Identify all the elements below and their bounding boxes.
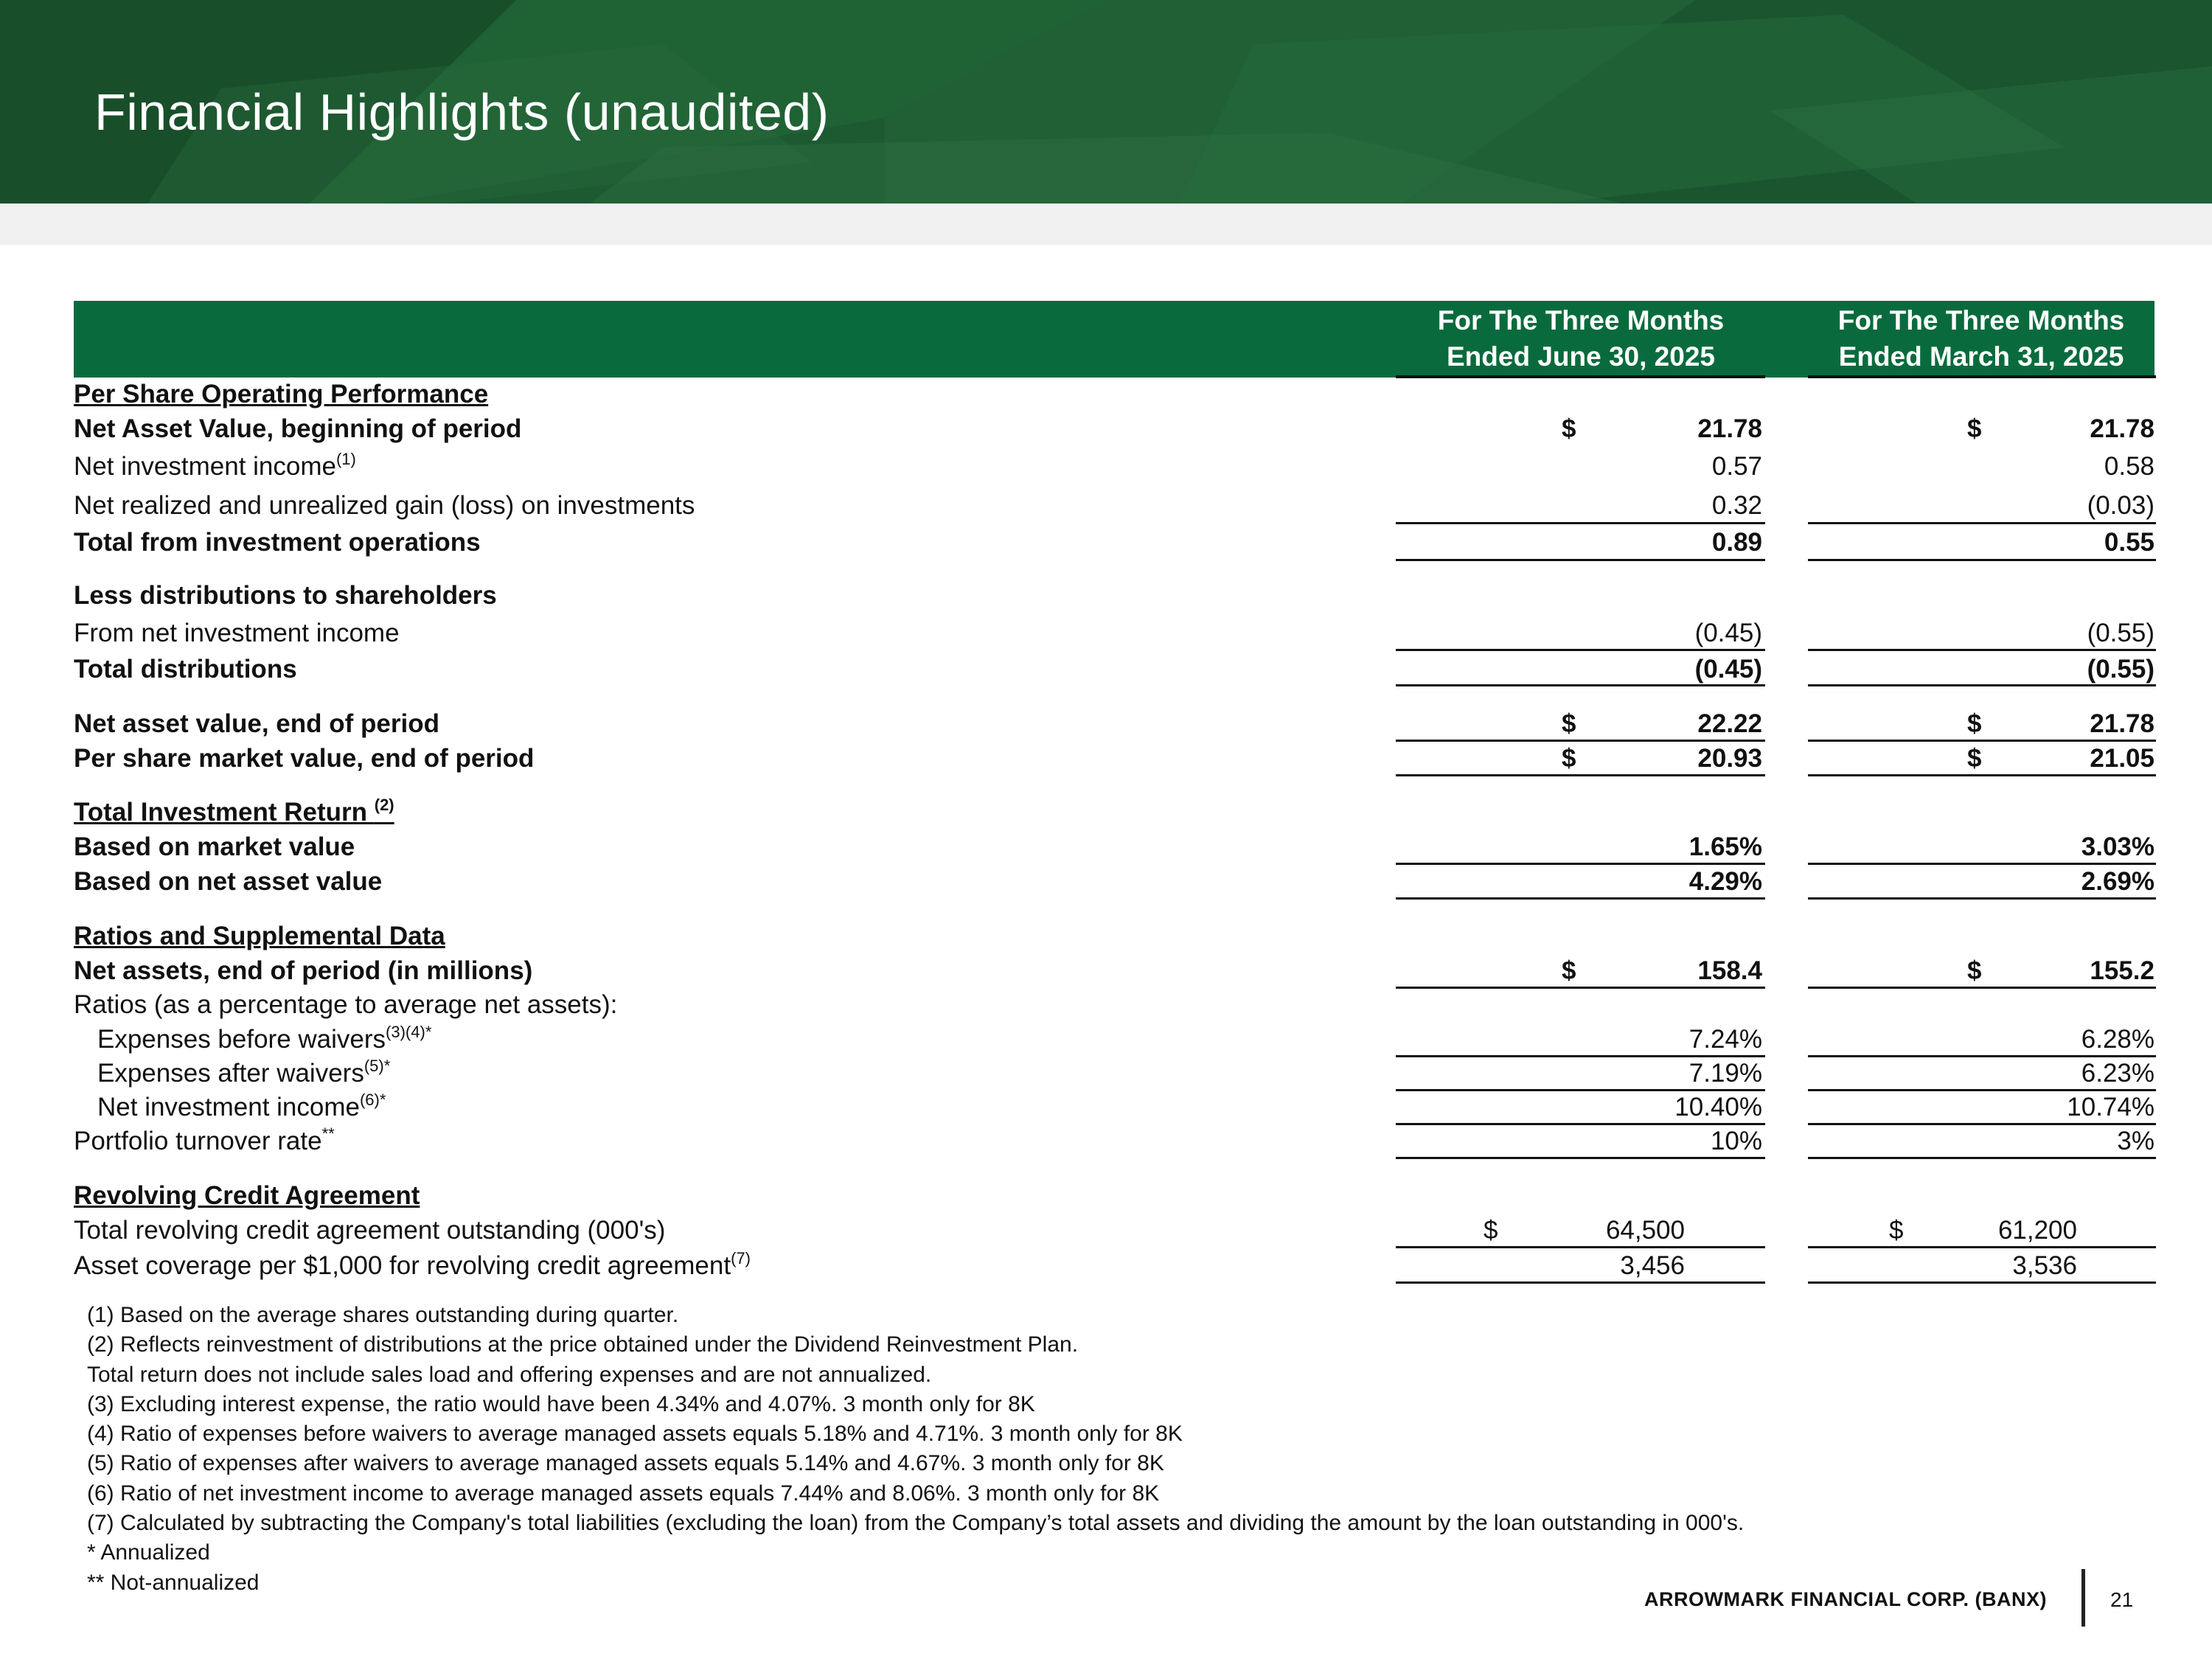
row-rule xyxy=(1808,559,2156,561)
value-march: 6.28% xyxy=(2081,1025,2154,1054)
footnote-ref: (2) xyxy=(374,796,394,814)
row-rule xyxy=(1808,684,2156,686)
label-text: Asset coverage per $1,000 for revolving credit agreement xyxy=(74,1251,731,1280)
value-june: (0.45) xyxy=(1694,619,1762,647)
value-june: 158.4 xyxy=(1697,956,1762,985)
row-net-assets-label: Net assets, end of period (in millions) xyxy=(74,956,533,985)
value-march: 21.78 xyxy=(2090,414,2154,443)
value-june: 21.78 xyxy=(1697,414,1762,443)
currency-symbol: $ xyxy=(1562,744,1576,773)
value-march: 2.69% xyxy=(2081,867,2154,896)
value-march: 0.58 xyxy=(2104,452,2154,481)
footnote-ref: ** xyxy=(321,1124,335,1143)
column-header-june xyxy=(1397,302,1765,375)
row-rule xyxy=(1396,522,1765,524)
value-june: 0.57 xyxy=(1711,452,1762,481)
header-banner xyxy=(0,0,2212,204)
footnote-ref: (5)* xyxy=(364,1057,391,1075)
page-title: Financial Highlights (unaudited) xyxy=(94,83,830,141)
currency-symbol: $ xyxy=(1562,956,1576,985)
row-rule xyxy=(1808,897,2156,900)
row-nii-label xyxy=(74,451,356,483)
footnote: Total return does not include sales load and offering expenses and are not annualized. xyxy=(87,1362,932,1387)
label-text: Expenses before waivers xyxy=(97,1025,386,1054)
row-rule xyxy=(1808,649,2156,651)
column-header-line: Ended March 31, 2025 xyxy=(1838,341,2124,372)
row-rule xyxy=(1396,987,1765,989)
footnote: (1) Based on the average shares outstanding during quarter. xyxy=(87,1303,679,1327)
footnote: (4) Ratio of expenses before waivers to average managed assets equals 5.18% and 4.71%. 3 month only for 8K xyxy=(87,1422,1183,1447)
footnote: ** Not-annualized xyxy=(87,1570,260,1595)
footnote: (2) Reflects reinvestment of distributions at the price obtained under the Dividend Reinvestment Plan. xyxy=(87,1332,1079,1357)
row-less-dist-label: Less distributions to shareholders xyxy=(74,581,497,610)
value-june: 64,500 xyxy=(1605,1216,1685,1245)
value-march: 155.2 xyxy=(2090,956,2154,985)
row-turnover-label xyxy=(74,1125,335,1158)
row-rule xyxy=(1808,987,2156,989)
footnote-ref: (3)(4)* xyxy=(386,1023,432,1041)
section-total-return xyxy=(74,796,394,829)
section-ratios: Ratios and Supplemental Data xyxy=(74,922,445,950)
row-rule xyxy=(1396,774,1765,776)
row-rule xyxy=(1808,522,2156,524)
footnote-ref: (7) xyxy=(731,1249,751,1267)
label-text: Net investment income xyxy=(97,1093,360,1121)
label-text: Net investment income xyxy=(74,452,336,481)
section-per-share: Per Share Operating Performance xyxy=(74,380,489,408)
header-underline xyxy=(1808,375,2156,378)
section-label: Total Investment Return xyxy=(74,798,368,827)
footnote: (7) Calculated by subtracting the Company's total liabilities (excluding the loan) from the Company’s total assets and dividing the amount by the loan outstanding in 000's. xyxy=(87,1511,1745,1536)
value-march: (0.03) xyxy=(2087,491,2154,520)
value-march: (0.55) xyxy=(2087,619,2154,647)
value-june: 7.19% xyxy=(1688,1059,1762,1088)
label-text: Portfolio turnover rate xyxy=(74,1127,322,1155)
row-rule xyxy=(1808,1157,2156,1159)
row-rule xyxy=(1396,1157,1765,1159)
value-june: 22.22 xyxy=(1697,709,1762,738)
row-rule xyxy=(1808,1281,2156,1284)
row-nav-begin-label: Net Asset Value, beginning of period xyxy=(74,414,522,443)
value-march: 61,200 xyxy=(1997,1216,2077,1245)
row-exp-after-label xyxy=(97,1057,390,1090)
value-june: 7.24% xyxy=(1688,1025,1762,1054)
section-credit: Revolving Credit Agreement xyxy=(74,1181,420,1210)
footnote-ref: (6)* xyxy=(359,1091,386,1109)
row-market-return-label: Based on market value xyxy=(74,832,355,861)
row-rule xyxy=(1808,774,2156,776)
page-number: 21 xyxy=(2110,1588,2134,1611)
value-june: (0.45) xyxy=(1694,655,1762,684)
footnote-ref: (1) xyxy=(335,450,356,468)
row-total-dist-label: Total distributions xyxy=(74,655,297,684)
currency-symbol: $ xyxy=(1562,414,1576,443)
row-rule xyxy=(1396,684,1765,686)
currency-symbol: $ xyxy=(1484,1216,1498,1245)
row-rule xyxy=(1396,1281,1765,1284)
row-rule xyxy=(1396,559,1765,561)
value-march: 0.55 xyxy=(2104,528,2154,557)
value-june: 10.40% xyxy=(1674,1093,1762,1121)
footnote: (3) Excluding interest expense, the ratio would have been 4.34% and 4.07%. 3 month only for 8K xyxy=(87,1391,1035,1416)
column-header-march xyxy=(1808,302,2154,375)
row-total-ops-label: Total from investment operations xyxy=(74,528,481,557)
value-june: 0.89 xyxy=(1711,528,1762,557)
value-march: 10.74% xyxy=(2067,1093,2154,1121)
value-march: 3,536 xyxy=(2012,1251,2077,1280)
currency-symbol: $ xyxy=(1967,709,1982,738)
label-text: Expenses after waivers xyxy=(97,1059,364,1088)
currency-symbol: $ xyxy=(1967,744,1982,773)
column-header-line: Ended June 30, 2025 xyxy=(1446,341,1715,372)
header-strip xyxy=(0,204,2212,245)
column-header-line: For The Three Months xyxy=(1837,305,2125,335)
currency-symbol: $ xyxy=(1967,956,1982,985)
value-march: 21.78 xyxy=(2090,709,2154,738)
row-nav-end-label: Net asset value, end of period xyxy=(74,709,439,738)
footnote: (6) Ratio of net investment income to average managed assets equals 7.44% and 8.06%. 3 month only for 8K xyxy=(87,1481,1160,1506)
currency-symbol: $ xyxy=(1562,709,1576,738)
row-rule xyxy=(1808,863,2156,865)
row-market-end-label: Per share market value, end of period xyxy=(74,744,535,773)
row-coverage-label xyxy=(74,1250,751,1282)
value-june: 10% xyxy=(1710,1127,1762,1155)
row-nav-return-label: Based on net asset value xyxy=(74,867,383,896)
row-ratios-heading: Ratios (as a percentage to average net assets): xyxy=(74,990,618,1019)
row-rule xyxy=(1396,897,1765,900)
row-rule xyxy=(1808,740,2156,742)
value-june: 4.29% xyxy=(1688,867,1762,896)
row-nii-ratio-label xyxy=(97,1091,386,1124)
row-from-nii-label: From net investment income xyxy=(74,619,400,647)
header-underline xyxy=(1396,375,1765,378)
row-rule xyxy=(1396,740,1765,742)
row-rule xyxy=(1808,1246,2156,1248)
value-march: 6.23% xyxy=(2081,1059,2154,1088)
value-june: 1.65% xyxy=(1688,832,1762,861)
row-rule xyxy=(1396,1246,1765,1248)
value-march: 3.03% xyxy=(2081,832,2154,861)
currency-symbol: $ xyxy=(1889,1216,1904,1245)
value-march: 21.05 xyxy=(2090,744,2154,773)
row-rule xyxy=(1396,649,1765,651)
column-header-line: For The Three Months xyxy=(1437,305,1725,335)
footnote: (5) Ratio of expenses after waivers to average managed assets equals 5.14% and 4.67%. 3 month only for 8K xyxy=(87,1451,1164,1476)
footnote: * Annualized xyxy=(87,1540,210,1565)
footnotes xyxy=(87,1301,1744,1598)
value-june: 3,456 xyxy=(1620,1251,1685,1280)
value-june: 20.93 xyxy=(1697,744,1762,773)
row-rule xyxy=(1396,863,1765,865)
footer-company-name: ARROWMARK FINANCIAL CORP. (BANX) xyxy=(1644,1588,2047,1610)
value-march: 3% xyxy=(2117,1127,2154,1155)
row-credit-out-label: Total revolving credit agreement outstanding (000's) xyxy=(74,1216,666,1245)
value-june: 0.32 xyxy=(1711,491,1762,520)
value-march: (0.55) xyxy=(2087,655,2154,684)
currency-symbol: $ xyxy=(1967,414,1982,443)
row-exp-before-label xyxy=(97,1023,431,1056)
row-gain-label: Net realized and unrealized gain (loss) on investments xyxy=(74,491,695,520)
footer-divider xyxy=(2081,1569,2085,1627)
